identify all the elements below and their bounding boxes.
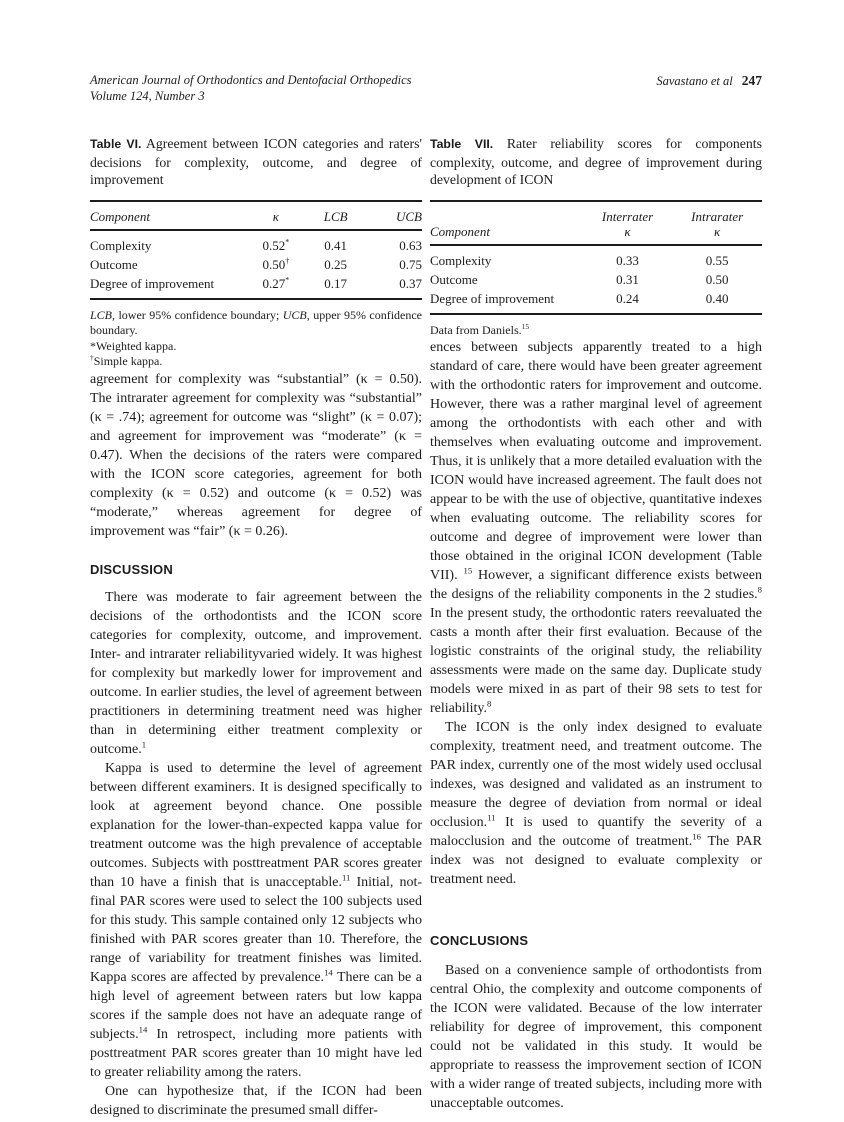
body-paragraph: agreement for complexity was “substantial” (κ = 0.50). The intrarater agreement for complexity was “substantial” (κ = .74); agreement for outcome was “slight” (κ = 0.07); and agreement for improvement was “moderate” (κ = 0.47). When the decisions of the raters were compared with the ICON score categories, agreement for both complexity (κ = 0.52) and outcome (κ = 0.52) was “moderate,” whereas agreement for degree of improvement was “fair” (κ = 0.26). (90, 371, 422, 539)
table7 (430, 200, 762, 315)
journal-volume: Volume 124, Number 3 (90, 89, 205, 103)
cell-lcb: 0.17 (324, 275, 348, 291)
body-paragraph: Based on a convenience sample of orthodontists from central Ohio, the complexity and outcome components of the ICON were validated. Because of the low interrater reliability for degree of improvement, this component could not be validated in this study. It would be appropriate to reassess the improvement section of ICON with a wider range of treated subjects, including more with unacceptable outcomes. (430, 963, 762, 1111)
kappa-mark: * (285, 275, 290, 285)
table7-caption-text: Rater reliability scores for components complexity, outcome, and degree of improvement during development of ICON (430, 136, 763, 187)
section-heading-discussion: DISCUSSION (90, 561, 173, 577)
cell-intrarater: 0.55 (705, 252, 729, 268)
left-column (90, 135, 422, 1120)
body-paragraph: There was moderate to fair agreement between the decisions of the orthodontists and the ICON score categories for complexity, outcome, and improvement. Inter- and intrarater reliabilityvaried widely. It was highest for complexity but markedly lower for improvement and outcome. In earlier studies, the level of agreement between practitioners in determining treatment need was higher than in determining either treatment complexity or outcome.$^1$ (90, 589, 422, 757)
cell-kappa (243, 230, 309, 255)
table-footnote: *Weighted kappa. (90, 338, 177, 353)
body-paragraph: Kappa is used to determine the level of agreement between different examiners. It is designed specifically to look at agreement beyond chance. One possible explanation for the lower-than-expected kappa value for treatment outcome was the high prevalence of acceptable outcomes. Subjects with posttreatment PAR scores greater than 10 have a finish that is unacceptable.$^{11}$ Initial, not-final PAR scores were used to select the 100 subjects used for this study. This sample contained only 12 subjects who finished with PAR scores greater than 10. Therefore, the range of variability for treatment finishes was limited. Kappa scores are affected by prevalence.$^{14}$ There can be a high level of agreement between raters but low kappa scores if the sample does not have an adequate range of subjects.$^{14}$ In retrospect, including more patients with posttreatment PAR scores greater than 10 might have led to greater reliability among the raters. (90, 760, 422, 1080)
cell-interrater: 0.24 (616, 290, 639, 306)
table7-label: Table VII. (430, 137, 494, 151)
table7-body (430, 245, 762, 314)
kappa-value: 0.50 (262, 256, 286, 272)
table-footnote: LCB, lower 95% confidence boundary; UCB, upper 95% confidence boundary. (90, 307, 423, 337)
table-row (90, 255, 422, 274)
table6-head (90, 201, 422, 230)
col-header-lcb: LCB (309, 201, 362, 230)
cell-component: Outcome (90, 256, 138, 272)
table6-body (90, 230, 422, 299)
table-header-row (430, 201, 762, 245)
table-row (430, 270, 762, 289)
running-head-right (656, 72, 762, 89)
table6-footnotes (90, 308, 422, 370)
cell-kappa (243, 255, 309, 274)
cell-interrater: 0.33 (616, 252, 639, 268)
table-row (90, 274, 422, 299)
table7-caption (430, 135, 762, 189)
table6 (90, 200, 422, 300)
cell-ucb: 0.75 (399, 256, 422, 272)
cell-ucb: 0.37 (399, 275, 422, 291)
col-header-line: Interrater (601, 208, 654, 224)
cell-ucb: 0.63 (399, 237, 422, 253)
table6-caption (90, 135, 422, 189)
journal-title-block (90, 72, 412, 104)
journal-title: American Journal of Orthodontics and Dentofacial Orthopedics (90, 73, 412, 87)
col-header-interrater (583, 201, 673, 245)
cell-component: Degree of improvement (90, 275, 215, 291)
kappa-value: 0.27 (262, 275, 286, 291)
table7-head (430, 201, 762, 245)
body-paragraph: One can hypothesize that, if the ICON had been designed to discriminate the presumed small differ- (90, 1083, 422, 1118)
body-paragraph: ences between subjects apparently treated to a high standard of care, there would have been greater agreement with the orthodontic raters for improvement and outcome. However, there was a rather marginal level of agreement among the orthodontists with each other and with themselves when evaluating outcome and improvement. Thus, it is unlikely that a more detailed evaluation with the ICON would have increased agreement. The fault does not appear to be with the use of objective, quantitative indexes when evaluating outcome. The reliability scores for outcome and degree of improvement were lower than those obtained in the original ICON development (Table VII). $^{15}$ However, a significant difference exists between the designs of the reliability components in the 2 studies.$^8$ In the present study, the orthodontic raters reevaluated the casts a month after their first evaluation. Because of the logistic constraints of the original study, the reliability assessments were made on the same day. Duplicate study models were mixed in as part of their 98 sets to test for reliability.$^8$ (430, 340, 762, 716)
table-row (430, 245, 762, 270)
kappa-value: 0.52 (262, 237, 286, 253)
right-column (430, 135, 762, 1113)
cell-intrarater: 0.40 (705, 290, 729, 306)
cell-component: Complexity (430, 252, 492, 268)
cell-lcb: 0.25 (324, 256, 348, 272)
page-number: 247 (741, 73, 762, 88)
col-header-line: Intrarater (691, 208, 744, 224)
running-head-authors: Savastano et al (656, 74, 733, 88)
cell-lcb: 0.41 (324, 237, 348, 253)
body-paragraph: The ICON is the only index designed to evaluate complexity, treatment need, and treatment outcome. The PAR index, currently one of the most widely used occlusal indexes, was designed and validated as an instrument to measure the degree of deviation from normal or ideal occlusion.$^{11}$ It is used to quantify the severity of a malocclusion and the outcome of treatment.$^{16}$ The PAR index was not designed to evaluate complexity or treatment need. (430, 720, 762, 887)
col-header-component: Component (430, 201, 583, 245)
table-row (90, 230, 422, 255)
running-head (90, 72, 762, 104)
cell-kappa (243, 274, 309, 299)
table-footnote: †Simple kappa. (90, 353, 163, 368)
table-header-row (90, 201, 422, 230)
table7-footnotes (430, 323, 762, 339)
table6-caption-text: Agreement between ICON categories and raters' decisions for complexity, outcome, and degree of improvement (90, 136, 422, 187)
cell-component: Complexity (90, 237, 152, 253)
col-header-line: κ (714, 223, 721, 239)
cell-component: Degree of improvement (430, 290, 555, 306)
col-header-line: κ (624, 223, 631, 239)
col-header-component: Component (90, 201, 243, 230)
cell-component: Outcome (430, 271, 478, 287)
cell-interrater: 0.31 (616, 271, 639, 287)
section-heading-conclusions: CONCLUSIONS (430, 933, 529, 948)
col-header-ucb: UCB (362, 201, 422, 230)
kappa-mark: * (285, 237, 290, 247)
col-header-intrarater (672, 201, 762, 245)
col-header-kappa: κ (243, 201, 309, 230)
table-footnote: Data from Daniels.$^{15}$ (430, 321, 530, 337)
cell-intrarater: 0.50 (705, 271, 729, 287)
kappa-mark: † (285, 256, 290, 266)
table-row (430, 289, 762, 314)
table6-label: Table VI. (90, 137, 142, 151)
